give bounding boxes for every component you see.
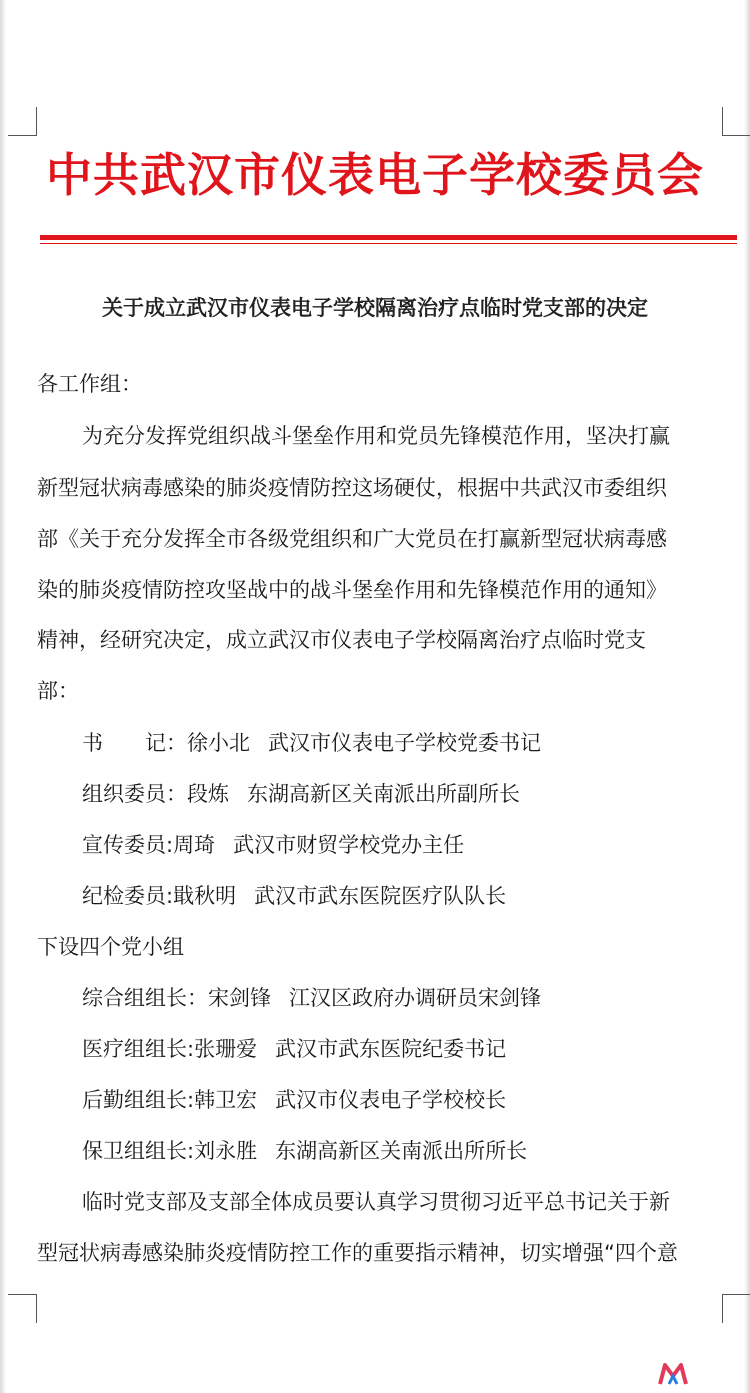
group-role: 保卫组组长: bbox=[82, 1139, 195, 1163]
group-leader-title: 东湖高新区关南派出所所长 bbox=[275, 1139, 528, 1163]
group-leader bbox=[82, 1029, 506, 1069]
committee-member bbox=[82, 825, 464, 865]
group-leader bbox=[82, 978, 541, 1018]
masthead-rule-thin bbox=[40, 243, 737, 244]
member-title: 武汉市武东医院医疗队队长 bbox=[254, 884, 507, 908]
document-title: 关于成立武汉市仪表电子学校隔离治疗点临时党支部的决定 bbox=[102, 296, 648, 320]
intro-line: 部《关于充分发挥全市各级党组织和广大党员在打赢新型冠状病毒感 bbox=[37, 527, 667, 551]
closing-line: 型冠状病毒感染肺炎疫情防控工作的重要指示精神，切实增强“四个意 bbox=[37, 1241, 678, 1265]
intro-line: 染的肺炎疫情防控攻坚战中的战斗堡垒作用和先锋模范作用的通知》 bbox=[37, 578, 667, 602]
closing-line: 临时党支部及支部全体成员要认真学习贯彻习近平总书记关于新 bbox=[82, 1190, 670, 1214]
member-name: 徐小北 bbox=[187, 731, 250, 755]
group-leader-title: 武汉市武东医院纪委书记 bbox=[275, 1037, 507, 1061]
group-role: 后勤组组长: bbox=[82, 1088, 195, 1112]
member-name: 戢秋明 bbox=[173, 884, 237, 908]
group-leader-name: 韩卫宏 bbox=[194, 1088, 258, 1112]
member-title: 武汉市仪表电子学校党委书记 bbox=[268, 731, 541, 755]
intro-line: 为充分发挥党组织战斗堡垒作用和党员先锋模范作用，坚决打赢 bbox=[82, 424, 670, 448]
salutation: 各工作组： bbox=[37, 372, 142, 396]
member-role: 纪检委员: bbox=[82, 884, 174, 908]
committee-member bbox=[82, 774, 520, 814]
member-role: 宣传委员: bbox=[82, 833, 174, 857]
member-role: 书 记： bbox=[82, 731, 187, 755]
masthead-rule-thick bbox=[40, 235, 737, 240]
crop-mark-bottom-right bbox=[722, 1294, 750, 1323]
group-leader bbox=[82, 1131, 527, 1171]
member-role: 组织委员： bbox=[82, 782, 187, 806]
group-leader-name: 宋剑锋 bbox=[208, 986, 271, 1010]
member-title: 东湖高新区关南派出所副所长 bbox=[247, 782, 520, 806]
intro-line: 精神，经研究决定，成立武汉市仪表电子学校隔离治疗点临时党支 bbox=[37, 628, 646, 652]
group-leader-name: 刘永胜 bbox=[194, 1139, 258, 1163]
masthead-title: 中共武汉市仪表电子学校委员会 bbox=[46, 148, 704, 202]
committee-member bbox=[82, 723, 541, 763]
crop-mark-top-right bbox=[722, 107, 750, 136]
groups-heading: 下设四个党小组 bbox=[37, 935, 184, 959]
group-role: 综合组组长： bbox=[82, 986, 208, 1010]
member-name: 段炼 bbox=[187, 782, 229, 806]
group-leader-title: 武汉市仪表电子学校校长 bbox=[275, 1088, 507, 1112]
member-name: 周琦 bbox=[173, 833, 216, 857]
group-leader-name: 张珊爱 bbox=[194, 1037, 258, 1061]
group-leader-title: 江汉区政府办调研员宋剑锋 bbox=[289, 986, 541, 1010]
member-title: 武汉市财贸学校党办主任 bbox=[233, 833, 465, 857]
crop-mark-bottom-left bbox=[8, 1294, 37, 1323]
intro-line: 部： bbox=[37, 679, 79, 703]
committee-member bbox=[82, 876, 506, 916]
group-role: 医疗组组长: bbox=[82, 1037, 195, 1061]
app-logo-icon bbox=[657, 1362, 689, 1386]
crop-mark-top-left bbox=[8, 107, 37, 136]
intro-line: 新型冠状病毒感染的肺炎疫情防控这场硬仗，根据中共武汉市委组织 bbox=[37, 476, 667, 500]
group-leader bbox=[82, 1080, 506, 1120]
